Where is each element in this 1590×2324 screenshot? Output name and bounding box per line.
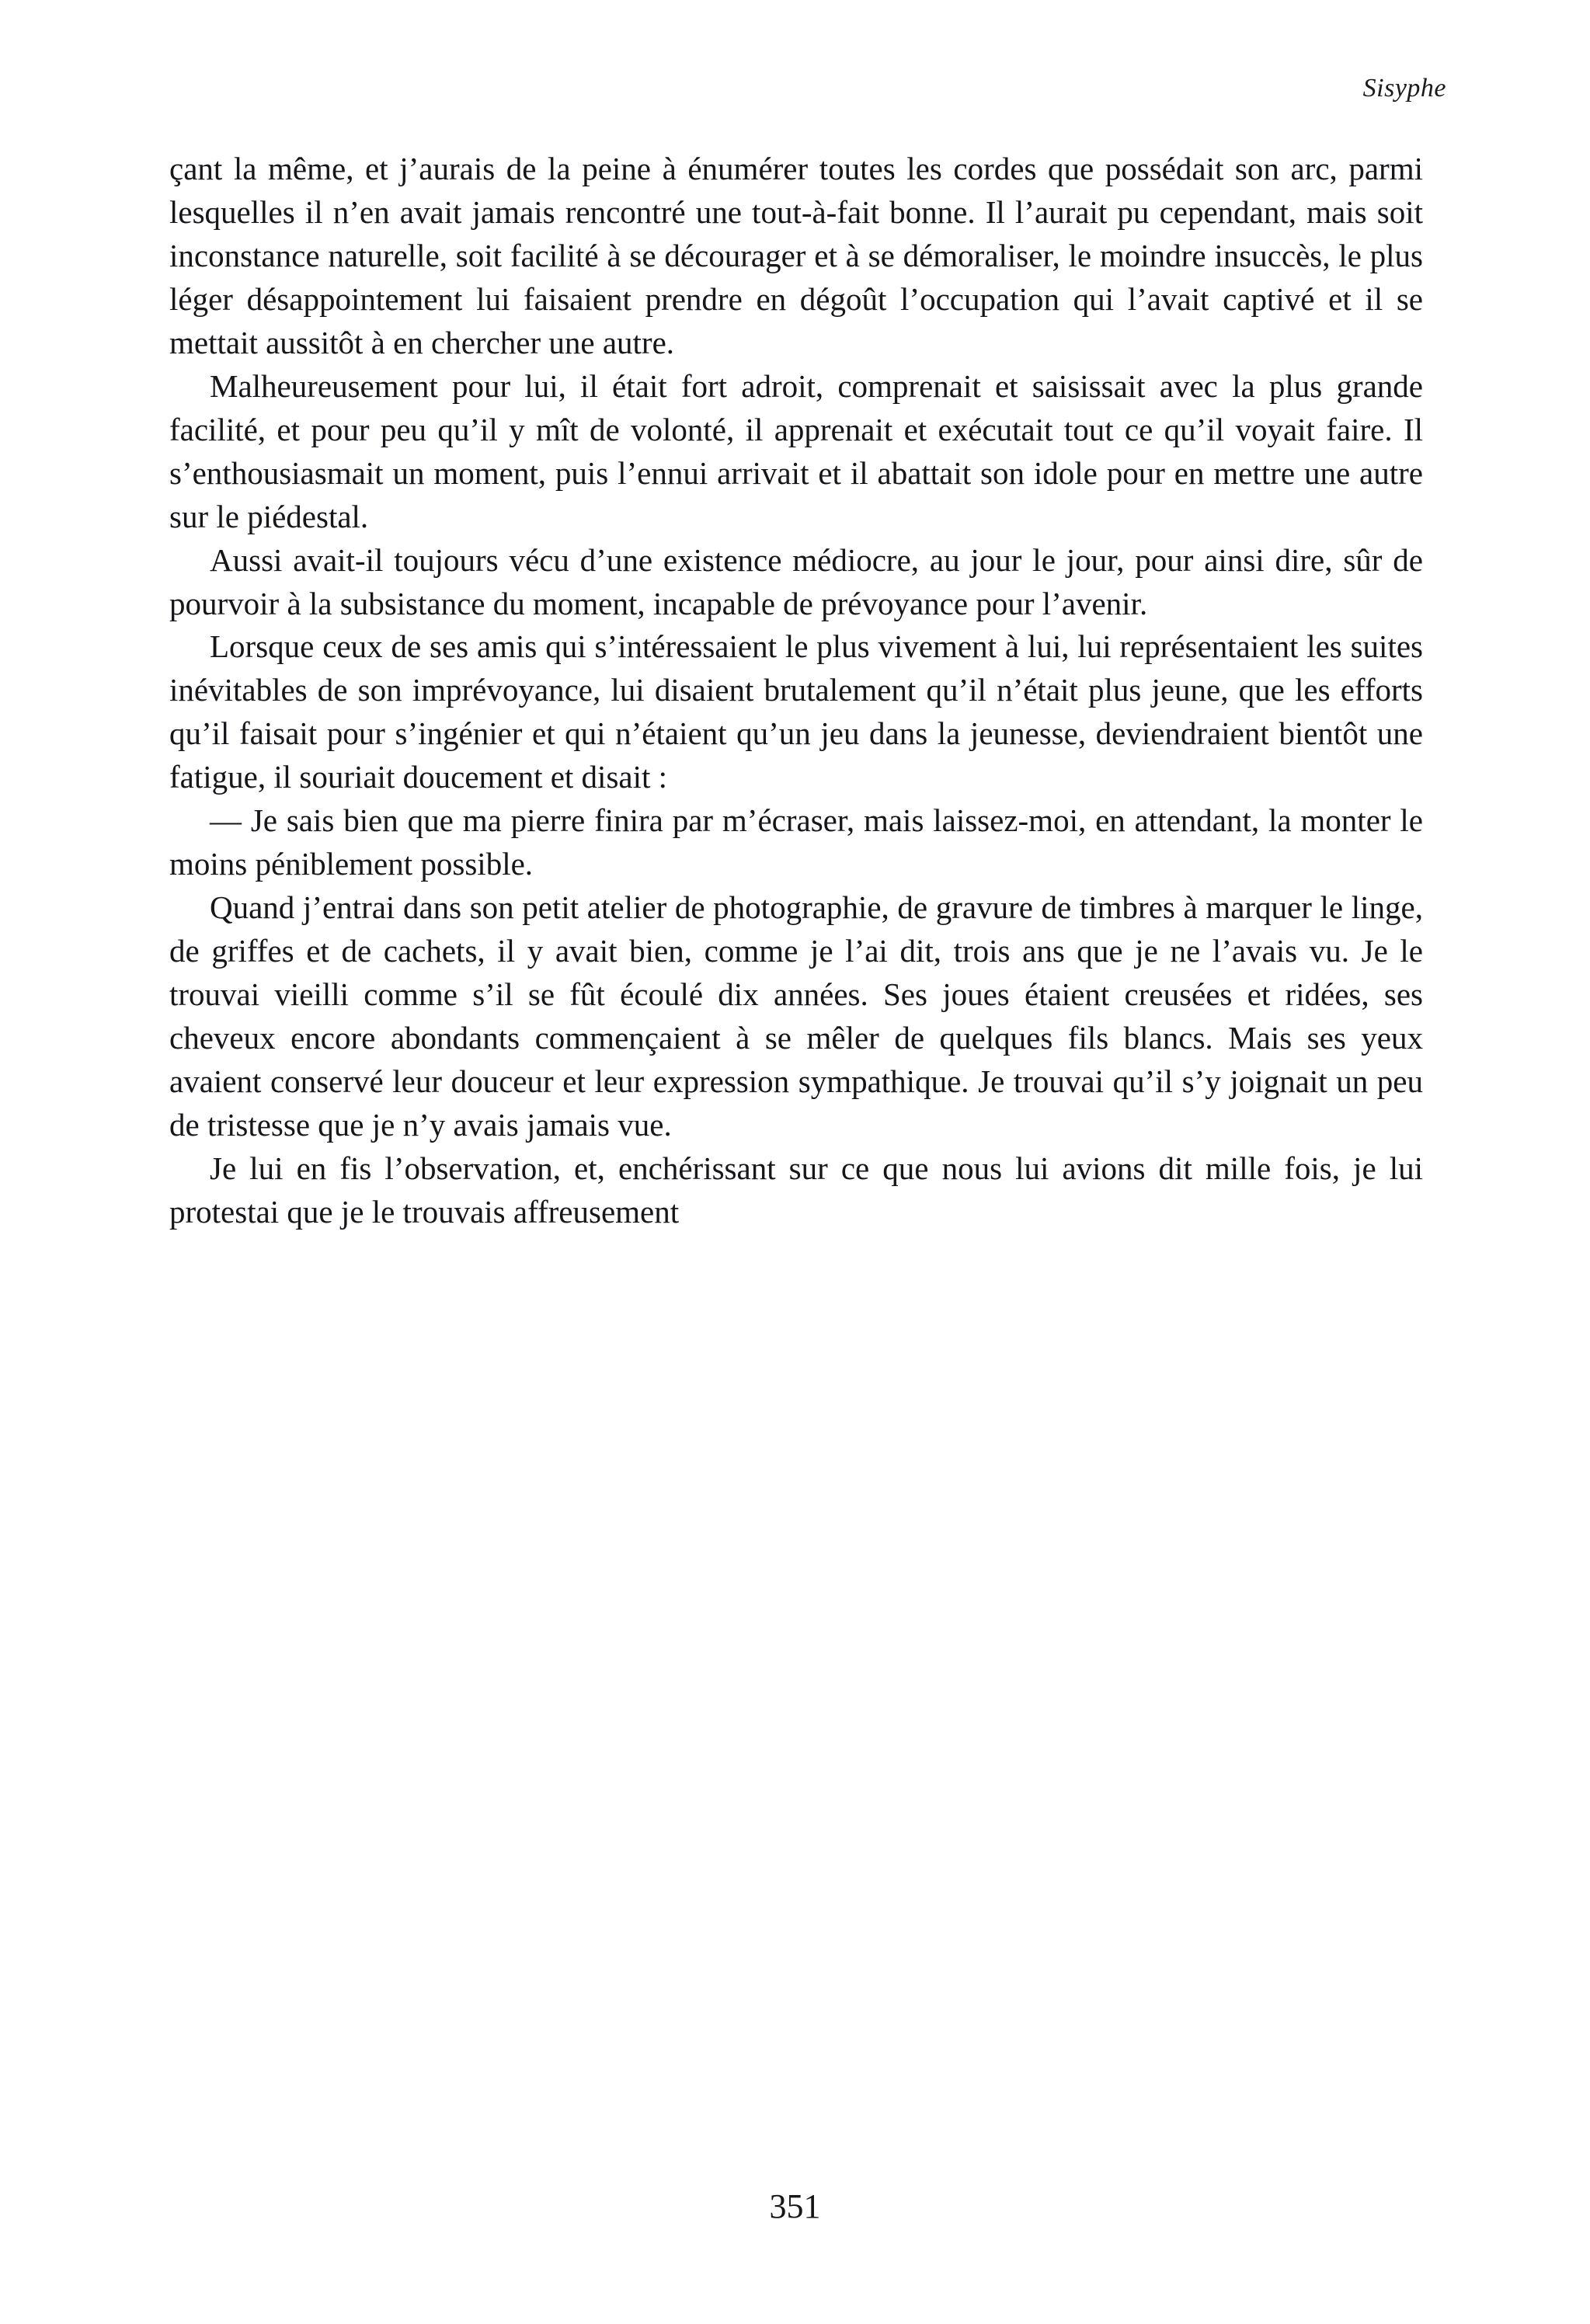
body-text-column: [169, 148, 1423, 1234]
page-number: 351: [769, 2187, 821, 2225]
paragraph: Aussi avait-il toujours vécu d’une existence médiocre, au jour le jour, pour ainsi dire, sûr de pourvoir à la subsistance du moment, incapable de prévoyance pour l’avenir.: [169, 541, 1423, 621]
running-head: Sisyphe: [1362, 74, 1446, 103]
paragraph: Malheureusement pour lui, il était fort adroit, comprenait et saisissait avec la plus grande facilité, et pour peu qu’il y mît de volonté, il apprenait et exécutait tout ce qu’il voyait faire. Il s’enthousiasmait un moment, puis l’ennui arrivait et il abattait son idole pour en mettre une autre sur le piédestal.: [169, 367, 1423, 534]
paragraph: Lorsque ceux de ses amis qui s’intéressaient le plus vivement à lui, lui représentaient les suites inévitables de son imprévoyance, lui disaient brutalement qu’il n’était plus jeune, que les efforts qu’il faisait pour s’ingénier et qui n’étaient qu’un jeu dans la jeunesse, deviendraient bientôt une fatigue, il souriait doucement et disait :: [169, 628, 1423, 795]
paragraph: Quand j’entrai dans son petit atelier de photographie, de gravure de timbres à marquer le linge, de griffes et de cachets, il y avait bien, comme je l’ai dit, trois ans que je ne l’avais vu. Je le trouvai vieilli comme s’il se fût écoulé dix années. Ses joues étaient creusées et ridées, ses cheveux encore abondants commençaient à se mêler de quelques fils blancs. Mais ses yeux avaient conservé leur douceur et leur expression sympathique. Je trouvai qu’il s’y joignait un peu de tristesse que je n’y avais jamais vue.: [169, 889, 1423, 1143]
paragraph: Je lui en fis l’observation, et, enchérissant sur ce que nous lui avions dit mille fois, je lui protestai que je le trouvais affreusement: [169, 1150, 1423, 1230]
paragraph: çant la même, et j’aurais de la peine à énumérer toutes les cordes que possédait son arc, parmi lesquelles il n’en avait jamais rencontré une tout-à-fait bonne. Il l’aurait pu cependant, mais soit inconstance naturelle, soit facilité à se décourager et à se démoraliser, le moindre insuccès, le plus léger désappointement lui faisaient prendre en dégoût l’occupation qui l’avait captivé et il se mettait aussitôt à en chercher une autre.: [169, 151, 1423, 360]
paragraph-dialogue: — Je sais bien que ma pierre finira par m’écraser, mais laissez-moi, en attendant, la monter le moins péniblement possible.: [169, 802, 1423, 882]
